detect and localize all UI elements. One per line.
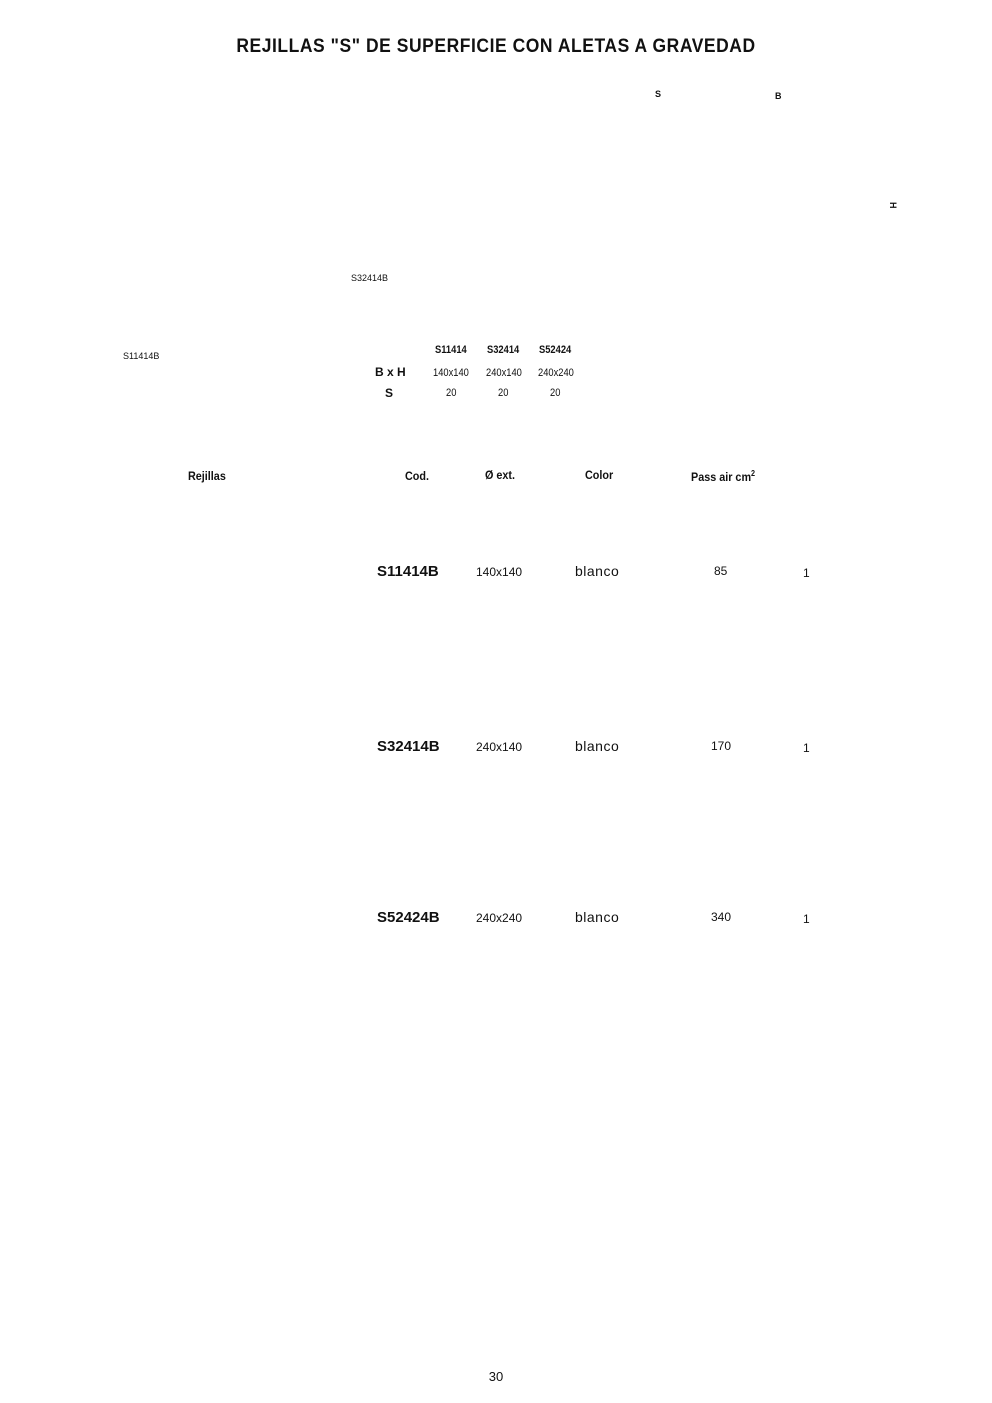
dimension-label-h: H: [888, 202, 898, 209]
spec-s-2: 20: [498, 387, 509, 399]
spec-header-3: S52424: [539, 344, 572, 356]
spec-label-bxh: B x H: [375, 365, 406, 379]
dimension-label-s: S: [655, 89, 662, 99]
image-caption-s32414b: S32414B: [351, 273, 389, 283]
table-row-1-color: blanco: [575, 563, 620, 579]
column-header-rejillas: Rejillas: [188, 469, 226, 483]
table-row-2-pass-air: 170: [711, 739, 732, 753]
spec-bxh-3: 240x240: [538, 367, 574, 379]
table-row-2-code: S32414B: [377, 738, 440, 755]
column-header-ext: Ø ext.: [485, 468, 516, 482]
spec-header-2: S32414: [487, 344, 520, 356]
page-title: REJILLAS "S" DE SUPERFICIE CON ALETAS A GRAVEDAD: [236, 36, 756, 57]
spec-label-s: S: [385, 386, 394, 400]
table-row-3-qty: 1: [803, 912, 810, 926]
table-row-2-color: blanco: [575, 738, 620, 754]
image-caption-s11414b: S11414B: [123, 351, 160, 361]
spec-bxh-2: 240x140: [486, 367, 522, 379]
table-row-2-qty: 1: [803, 741, 810, 755]
column-header-color: Color: [585, 468, 614, 482]
table-row-1-pass-air: 85: [714, 564, 728, 578]
table-row-1-code: S11414B: [377, 563, 439, 580]
spec-bxh-1: 140x140: [433, 367, 469, 379]
table-row-3-ext: 240x240: [476, 911, 523, 925]
column-header-pass-air: Pass air $cm^2$: [691, 469, 756, 484]
table-row-3-code: S52424B: [377, 909, 440, 926]
dimension-label-b: B: [775, 91, 782, 101]
table-row-3-pass-air: 340: [711, 910, 732, 924]
spec-s-3: 20: [550, 387, 561, 399]
table-row-1-qty: 1: [803, 566, 810, 580]
spec-header-1: S11414: [435, 344, 467, 356]
table-row-3-color: blanco: [575, 909, 620, 925]
table-row-1-ext: 140x140: [476, 565, 523, 579]
spec-s-1: 20: [446, 387, 457, 399]
page-number: 30: [488, 1369, 504, 1384]
table-row-2-ext: 240x140: [476, 740, 523, 754]
column-header-cod: Cod.: [405, 469, 430, 483]
